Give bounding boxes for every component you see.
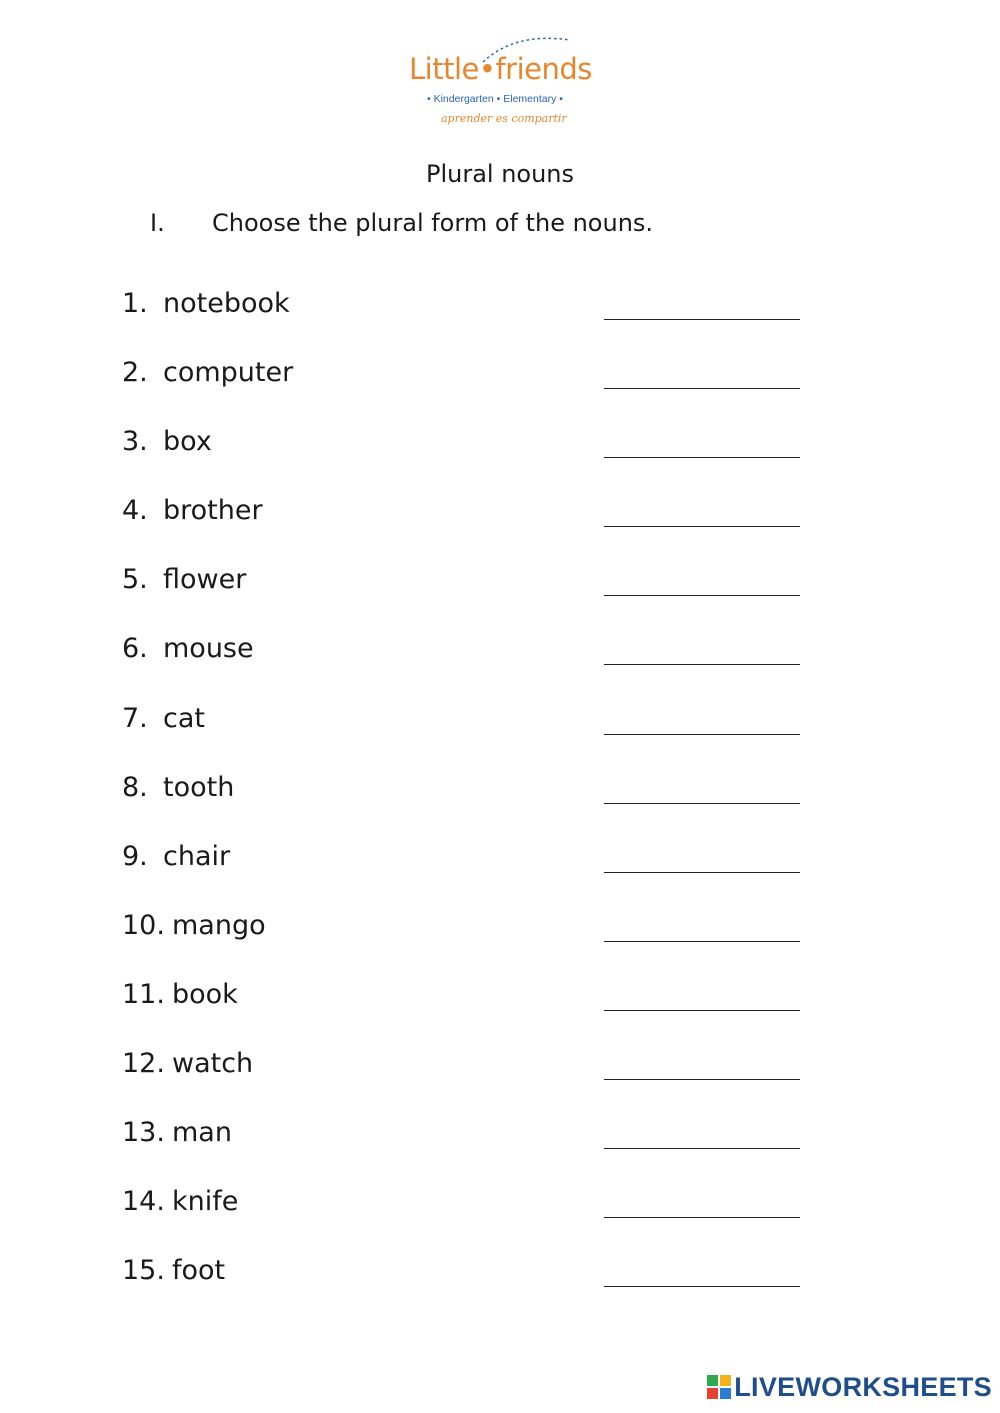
item-number: 11. xyxy=(122,978,165,1010)
list-item xyxy=(122,288,822,357)
item-number: 5. xyxy=(122,564,148,596)
list-item xyxy=(122,495,822,564)
item-number: 14. xyxy=(122,1186,165,1218)
liveworksheets-brand: LIVEWORKSHEETS xyxy=(734,1371,992,1402)
answer-blank[interactable] xyxy=(604,872,800,873)
answer-blank[interactable] xyxy=(604,941,800,942)
item-word: mango xyxy=(172,909,266,941)
page-title: Plural nouns xyxy=(425,160,575,188)
item-word: tooth xyxy=(163,771,235,803)
answer-blank[interactable] xyxy=(604,595,800,596)
list-item xyxy=(122,426,822,495)
item-number: 2. xyxy=(122,357,148,389)
answer-blank[interactable] xyxy=(604,803,800,804)
answer-blank[interactable] xyxy=(604,319,800,320)
item-number: 7. xyxy=(122,702,148,734)
liveworksheets-footer[interactable] xyxy=(707,1373,992,1401)
list-item xyxy=(122,633,822,702)
item-word: computer xyxy=(163,357,294,389)
item-number: 6. xyxy=(122,633,148,665)
list-item xyxy=(122,772,822,841)
list-item xyxy=(122,1186,822,1255)
list-item xyxy=(122,910,822,979)
list-item xyxy=(122,703,822,772)
item-word: flower xyxy=(163,564,247,596)
item-word: brother xyxy=(163,495,263,527)
answer-blank[interactable] xyxy=(604,1217,800,1218)
item-number: 4. xyxy=(122,495,148,527)
list-item xyxy=(122,1048,822,1117)
list-item xyxy=(122,841,822,910)
item-number: 12. xyxy=(122,1048,165,1080)
instruction-text: Choose the plural form of the nouns. xyxy=(212,209,654,237)
item-word: box xyxy=(163,426,212,458)
item-number: 8. xyxy=(122,771,148,803)
item-word: knife xyxy=(172,1186,239,1218)
answer-blank[interactable] xyxy=(604,1148,800,1149)
item-word: foot xyxy=(172,1255,226,1287)
item-word: book xyxy=(172,978,238,1010)
item-word: cat xyxy=(163,702,205,734)
list-item xyxy=(122,564,822,633)
noun-list xyxy=(122,288,822,1324)
item-word: chair xyxy=(163,840,231,872)
list-item xyxy=(122,357,822,426)
item-word: notebook xyxy=(163,288,290,319)
section-number: I. xyxy=(150,209,165,237)
list-item xyxy=(122,979,822,1048)
logo-title: Little•friends xyxy=(409,52,592,86)
item-number: 3. xyxy=(122,426,148,458)
exercise-instruction xyxy=(150,209,653,237)
answer-blank[interactable] xyxy=(604,1010,800,1011)
answer-blank[interactable] xyxy=(604,526,800,527)
answer-blank[interactable] xyxy=(604,664,800,665)
list-item xyxy=(122,1117,822,1186)
answer-blank[interactable] xyxy=(604,457,800,458)
item-number: 15. xyxy=(122,1255,165,1287)
item-word: watch xyxy=(172,1048,254,1080)
answer-blank[interactable] xyxy=(604,734,800,735)
item-number: 10. xyxy=(122,909,165,941)
school-logo xyxy=(405,30,610,130)
list-item xyxy=(122,1255,822,1324)
item-number: 13. xyxy=(122,1117,165,1149)
liveworksheets-logo-icon xyxy=(707,1375,731,1399)
logo-subtitle: • Kindergarten • Elementary • xyxy=(427,93,563,105)
item-number: 9. xyxy=(122,840,148,872)
item-word: man xyxy=(172,1117,232,1149)
answer-blank[interactable] xyxy=(604,1079,800,1080)
item-word: mouse xyxy=(163,633,254,665)
logo-tagline: aprender es compartir xyxy=(441,112,567,125)
answer-blank[interactable] xyxy=(604,388,800,389)
item-number: 1. xyxy=(122,288,148,319)
answer-blank[interactable] xyxy=(604,1286,800,1287)
